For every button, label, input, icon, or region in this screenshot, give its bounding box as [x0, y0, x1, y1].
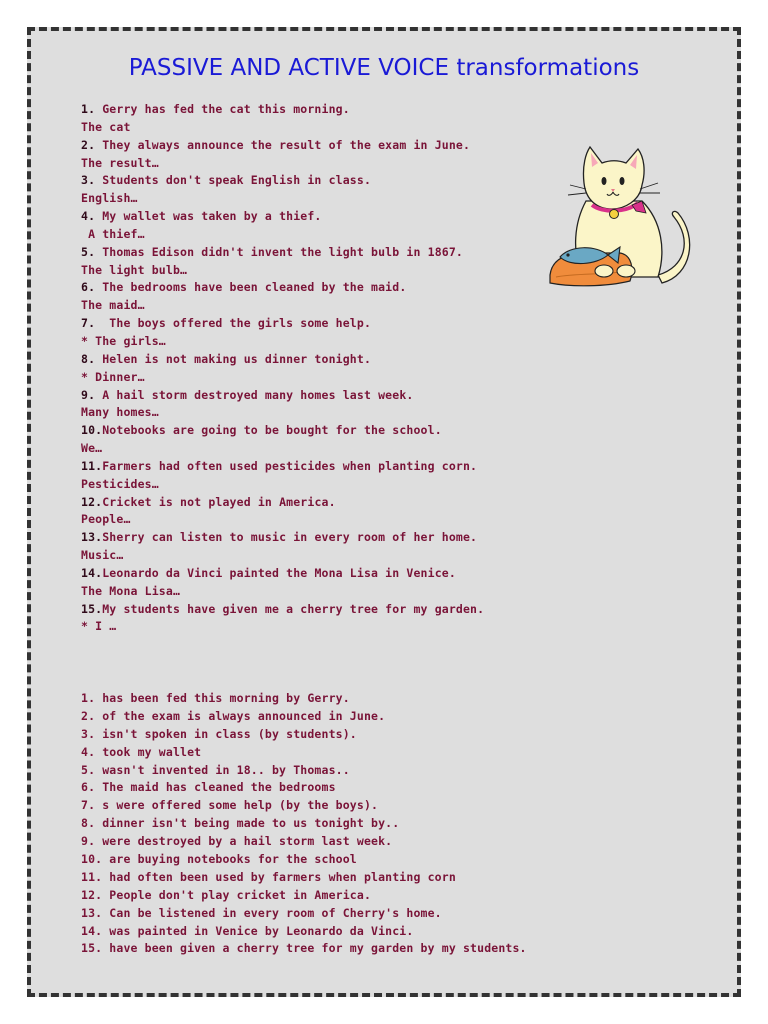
- exercise-sentence: 9. A hail storm destroyed many homes last week.: [81, 387, 414, 402]
- answer-line: 4. took my wallet: [81, 744, 202, 759]
- exercise-sentence: 13.Sherry can listen to music in every room of her home.: [81, 530, 478, 545]
- answer-line: 5. wasn't invented in 18.. by Thomas..: [81, 762, 350, 777]
- exercise-prompt: A thief…: [81, 226, 145, 241]
- worksheet-page: [27, 27, 741, 997]
- answer-key: [81, 690, 527, 958]
- exercise-prompt: * I …: [81, 619, 117, 634]
- answer-line: 15. have been given a cherry tree for my garden by my students.: [81, 941, 527, 956]
- answer-line: 13. Can be listened in every room of Cherry's home.: [81, 905, 442, 920]
- exercise-sentence: 1. Gerry has fed the cat this morning.: [81, 102, 350, 116]
- exercise-sentence: 10.Notebooks are going to be bought for the school.: [81, 423, 442, 438]
- exercise-sentence: 14.Leonardo da Vinci painted the Mona Lisa in Venice.: [81, 565, 456, 580]
- exercise-sentence: 15.My students have given me a cherry tree for my garden.: [81, 601, 485, 616]
- exercise-sentence: 12.Cricket is not played in America.: [81, 494, 336, 509]
- answer-line: 6. The maid has cleaned the bedrooms: [81, 780, 336, 795]
- answer-line: 10. are buying notebooks for the school: [81, 852, 357, 867]
- exercise-sentence: 8. Helen is not making us dinner tonight.: [81, 351, 372, 366]
- answer-line: 12. People don't play cricket in America.: [81, 887, 372, 902]
- answer-line: 11. had often been used by farmers when planting corn: [81, 869, 456, 884]
- exercise-prompt: Many homes…: [81, 405, 159, 420]
- exercise-sentence: 2. They always announce the result of the exam in June.: [81, 137, 471, 152]
- cat-tail: [658, 211, 690, 283]
- answer-line: 9. were destroyed by a hail storm last week.: [81, 834, 393, 849]
- exercise-sentence: 3. Students don't speak English in class.: [81, 173, 372, 188]
- exercise-prompt: The cat: [81, 119, 131, 134]
- exercise-sentence: 4. My wallet was taken by a thief.: [81, 209, 322, 224]
- exercise-prompt: Pesticides…: [81, 476, 159, 491]
- exercise-sentence: 5. Thomas Edison didn't invent the light bulb in 1867.: [81, 244, 463, 259]
- answer-line: 2. of the exam is always announced in June.: [81, 708, 386, 723]
- exercise-list: [81, 101, 484, 636]
- exercise-prompt: The Mona Lisa…: [81, 583, 181, 598]
- exercise-sentence: 11.Farmers had often used pesticides when planting corn.: [81, 458, 478, 473]
- exercise-sentence: 7. The boys offered the girls some help.: [81, 316, 372, 331]
- exercise-prompt: People…: [81, 512, 131, 527]
- answer-line: 14. was painted in Venice by Leonardo da Vinci.: [81, 923, 414, 938]
- page-title: PASSIVE AND ACTIVE VOICE transformations: [128, 55, 640, 81]
- exercise-sentence: 6. The bedrooms have been cleaned by the maid.: [81, 280, 407, 295]
- exercise-prompt: The result…: [81, 155, 159, 170]
- answer-line: 8. dinner isn't being made to us tonight by..: [81, 816, 400, 831]
- exercise-prompt: We…: [81, 441, 103, 456]
- exercise-prompt: * Dinner…: [81, 369, 145, 384]
- exercise-prompt: The light bulb…: [81, 262, 188, 277]
- answer-line: 3. isn't spoken in class (by students).: [81, 726, 357, 741]
- answer-line: 1. has been fed this morning by Gerry.: [81, 691, 350, 705]
- cat-illustration: [546, 143, 691, 288]
- answer-line: 7. s were offered some help (by the boys).: [81, 798, 379, 813]
- exercise-prompt: The maid…: [81, 298, 145, 313]
- exercise-prompt: * The girls…: [81, 333, 166, 348]
- exercise-prompt: English…: [81, 191, 138, 206]
- exercise-prompt: Music…: [81, 548, 124, 563]
